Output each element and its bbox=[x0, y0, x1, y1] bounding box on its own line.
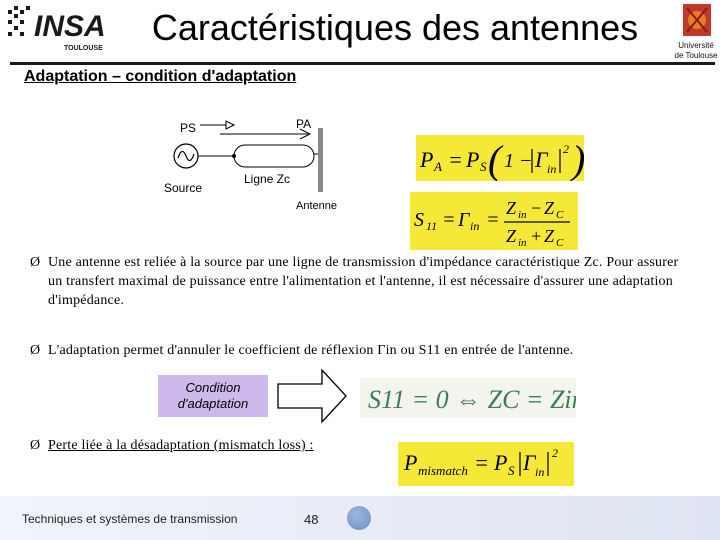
condition-formula-text: S11 = 0 ⇔ ZC = Zin bbox=[368, 385, 576, 414]
svg-text:S: S bbox=[508, 463, 515, 478]
antenna-circuit-diagram bbox=[150, 110, 360, 220]
antenna-label: Antenne bbox=[296, 200, 337, 212]
svg-text:Z: Z bbox=[506, 226, 517, 246]
svg-text:=: = bbox=[442, 209, 456, 231]
svg-text:Z: Z bbox=[544, 226, 555, 246]
title-divider bbox=[10, 62, 715, 65]
ps-label: PS bbox=[180, 121, 197, 135]
arrow-bullet-icon: Ø bbox=[30, 255, 41, 270]
transmission-line-shape bbox=[234, 145, 314, 167]
antenna-shape bbox=[318, 128, 323, 192]
bullet-text-1: Une antenne est reliée à la source par une ligne de transmission d'impédance caractéristique Zc. Pour assurer un transfert maximal de puissance entre l'alimentation et l'antenne, il est nécessaire d'assurer une adaptation d'impédance. bbox=[48, 255, 679, 308]
insa-logo-sub: TOULOUSE bbox=[64, 45, 103, 52]
svg-text:S: S bbox=[480, 159, 487, 174]
svg-text:Γ: Γ bbox=[535, 147, 548, 172]
svg-text:2: 2 bbox=[563, 142, 569, 156]
big-arrow-right-icon bbox=[276, 368, 348, 424]
svg-text:Z: Z bbox=[506, 198, 517, 218]
footer-course: Techniques et systèmes de transmission bbox=[22, 512, 238, 526]
svg-text:Γ: Γ bbox=[523, 450, 536, 475]
svg-text:in: in bbox=[470, 219, 480, 233]
svg-text:in: in bbox=[518, 237, 527, 249]
page-circle-icon bbox=[347, 506, 371, 530]
svg-text:(: ( bbox=[488, 137, 502, 181]
insa-logo-text: INSA bbox=[34, 10, 106, 43]
svg-text:2: 2 bbox=[552, 446, 558, 460]
bullet-text-2: L'adaptation permet d'annuler le coefficient de réflexion Γin ou S11 en entrée de l'antenne. bbox=[48, 343, 574, 358]
bullet-text-3: Perte liée à la désadaptation (mismatch loss) : bbox=[48, 438, 314, 453]
source-label: Source bbox=[164, 181, 203, 195]
s11-formula bbox=[410, 192, 578, 250]
slide-subtitle: Adaptation – condition d'adaptation bbox=[24, 68, 297, 85]
svg-text:P: P bbox=[466, 147, 480, 172]
svg-text:): ) bbox=[572, 137, 584, 181]
bullet-item-1 bbox=[30, 253, 695, 310]
mismatch-formula bbox=[398, 442, 574, 486]
svg-text:=: = bbox=[448, 147, 463, 172]
bullet-item-3 bbox=[30, 436, 695, 455]
condition-formula bbox=[360, 378, 576, 418]
svg-text:C: C bbox=[556, 237, 564, 249]
svg-text:P: P bbox=[420, 147, 434, 172]
bullet-item-2 bbox=[30, 341, 695, 360]
svg-text:=: = bbox=[486, 209, 500, 231]
svg-text:11: 11 bbox=[426, 219, 438, 233]
svg-text:Γ: Γ bbox=[458, 209, 470, 231]
svg-text:Z: Z bbox=[544, 198, 555, 218]
page-number: 48 bbox=[304, 512, 319, 527]
svg-text:−: − bbox=[530, 198, 543, 218]
arrow-bullet-icon: Ø bbox=[30, 438, 41, 453]
arrow-ps-icon bbox=[200, 121, 234, 129]
slide-title: Caractéristiques des antennes bbox=[151, 7, 639, 48]
insa-logo bbox=[6, 4, 118, 54]
svg-text:A: A bbox=[434, 159, 442, 174]
svg-text:1 −: 1 − bbox=[504, 150, 533, 172]
svg-text:in: in bbox=[518, 209, 527, 221]
pa-label: PA bbox=[296, 117, 312, 131]
ut-logo bbox=[673, 2, 719, 64]
line-label: Ligne Zc bbox=[244, 172, 291, 186]
power-formula bbox=[416, 135, 584, 181]
svg-text:C: C bbox=[556, 209, 564, 221]
svg-text:in: in bbox=[535, 465, 545, 479]
svg-text:=: = bbox=[474, 450, 489, 475]
ut-logo-line1: Université bbox=[678, 41, 714, 50]
arrow-bullet-icon: Ø bbox=[30, 343, 41, 358]
svg-text:mismatch: mismatch bbox=[418, 463, 468, 478]
svg-text:S: S bbox=[414, 209, 424, 231]
svg-text:in: in bbox=[547, 162, 557, 176]
svg-text:P: P bbox=[494, 450, 508, 475]
svg-text:+: + bbox=[530, 226, 543, 246]
condition-box: Condition d'adaptation bbox=[158, 375, 268, 417]
ut-logo-line2: de Toulouse bbox=[674, 51, 718, 60]
svg-text:P: P bbox=[404, 450, 418, 475]
